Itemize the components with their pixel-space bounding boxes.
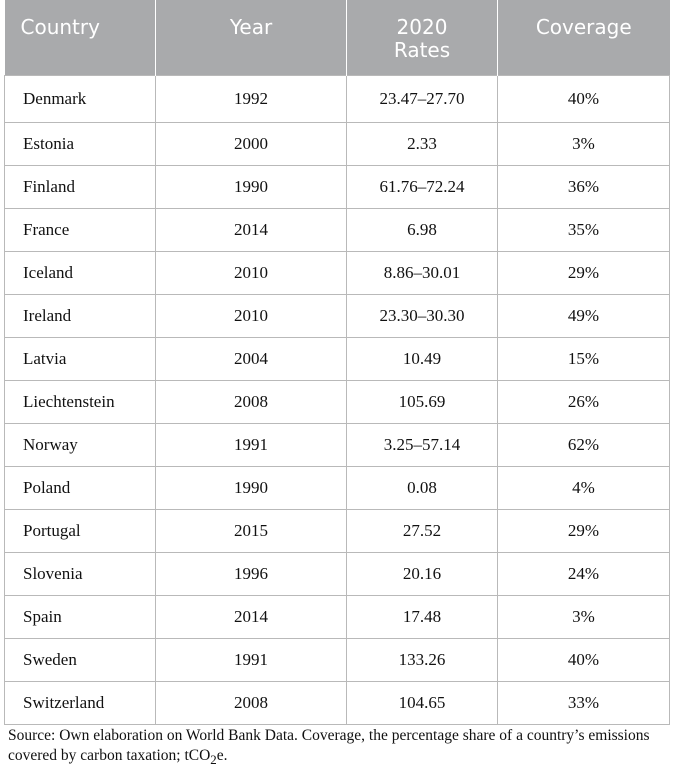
header-row [5, 0, 670, 76]
cell-coverage: 4% [498, 467, 670, 510]
cell-country: Iceland [5, 252, 156, 295]
cell-country: France [5, 209, 156, 252]
cell-year: 2008 [156, 381, 347, 424]
cell-country: Slovenia [5, 553, 156, 596]
cell-rates: 20.16 [347, 553, 498, 596]
carbon-tax-table [4, 0, 670, 725]
cell-year: 1991 [156, 424, 347, 467]
cell-country: Spain [5, 596, 156, 639]
table-row [5, 76, 670, 123]
cell-year: 2008 [156, 682, 347, 725]
cell-rates: 10.49 [347, 338, 498, 381]
table-row [5, 553, 670, 596]
table-row [5, 596, 670, 639]
cell-country: Ireland [5, 295, 156, 338]
cell-year: 2010 [156, 252, 347, 295]
cell-coverage: 15% [498, 338, 670, 381]
header-coverage[interactable]: Coverage [498, 0, 670, 76]
cell-rates: 23.47–27.70 [347, 76, 498, 123]
header-country[interactable]: Country [5, 0, 156, 76]
cell-country: Latvia [5, 338, 156, 381]
cell-year: 1996 [156, 553, 347, 596]
table-row [5, 166, 670, 209]
cell-country: Norway [5, 424, 156, 467]
cell-coverage: 26% [498, 381, 670, 424]
cell-rates: 2.33 [347, 123, 498, 166]
cell-year: 2010 [156, 295, 347, 338]
footnote-subscript: 2 [210, 752, 217, 768]
cell-rates: 27.52 [347, 510, 498, 553]
cell-coverage: 62% [498, 424, 670, 467]
cell-rates: 3.25–57.14 [347, 424, 498, 467]
header-rates[interactable] [347, 0, 498, 76]
cell-year: 1992 [156, 76, 347, 123]
table-row [5, 639, 670, 682]
cell-country: Denmark [5, 76, 156, 123]
cell-year: 2000 [156, 123, 347, 166]
table-row [5, 252, 670, 295]
cell-year: 1990 [156, 467, 347, 510]
cell-country: Estonia [5, 123, 156, 166]
cell-coverage: 33% [498, 682, 670, 725]
cell-rates: 61.76–72.24 [347, 166, 498, 209]
table-row [5, 123, 670, 166]
cell-country: Liechtenstein [5, 381, 156, 424]
cell-coverage: 29% [498, 252, 670, 295]
cell-year: 1990 [156, 166, 347, 209]
table-row [5, 682, 670, 725]
footnote-text-end: e. [216, 747, 228, 764]
cell-rates: 0.08 [347, 467, 498, 510]
cell-country: Sweden [5, 639, 156, 682]
cell-coverage: 3% [498, 596, 670, 639]
cell-coverage: 40% [498, 76, 670, 123]
cell-coverage: 29% [498, 510, 670, 553]
table-row [5, 424, 670, 467]
cell-coverage: 35% [498, 209, 670, 252]
cell-rates: 105.69 [347, 381, 498, 424]
footnote-text: Source: Own elaboration on World Bank Data. Coverage, the percentage share of a country’s emissions covered by carbon taxation; tCO [8, 727, 650, 764]
table-row [5, 338, 670, 381]
header-rates-line1: 2020 [396, 15, 448, 39]
cell-year: 2015 [156, 510, 347, 553]
table-row [5, 209, 670, 252]
source-footnote [8, 726, 668, 770]
cell-coverage: 3% [498, 123, 670, 166]
cell-year: 1991 [156, 639, 347, 682]
cell-rates: 8.86–30.01 [347, 252, 498, 295]
table-body [5, 76, 670, 725]
cell-rates: 17.48 [347, 596, 498, 639]
cell-year: 2004 [156, 338, 347, 381]
carbon-tax-table-container [4, 0, 669, 725]
table-row [5, 467, 670, 510]
cell-rates: 133.26 [347, 639, 498, 682]
cell-year: 2014 [156, 596, 347, 639]
cell-country: Finland [5, 166, 156, 209]
cell-year: 2014 [156, 209, 347, 252]
cell-coverage: 49% [498, 295, 670, 338]
cell-rates: 104.65 [347, 682, 498, 725]
cell-country: Portugal [5, 510, 156, 553]
cell-coverage: 40% [498, 639, 670, 682]
cell-rates: 6.98 [347, 209, 498, 252]
table-row [5, 510, 670, 553]
cell-country: Switzerland [5, 682, 156, 725]
header-year[interactable]: Year [156, 0, 347, 76]
cell-country: Poland [5, 467, 156, 510]
cell-coverage: 36% [498, 166, 670, 209]
cell-coverage: 24% [498, 553, 670, 596]
table-header [5, 0, 670, 76]
table-row [5, 295, 670, 338]
cell-rates: 23.30–30.30 [347, 295, 498, 338]
header-rates-line2: Rates [393, 38, 451, 62]
table-row [5, 381, 670, 424]
